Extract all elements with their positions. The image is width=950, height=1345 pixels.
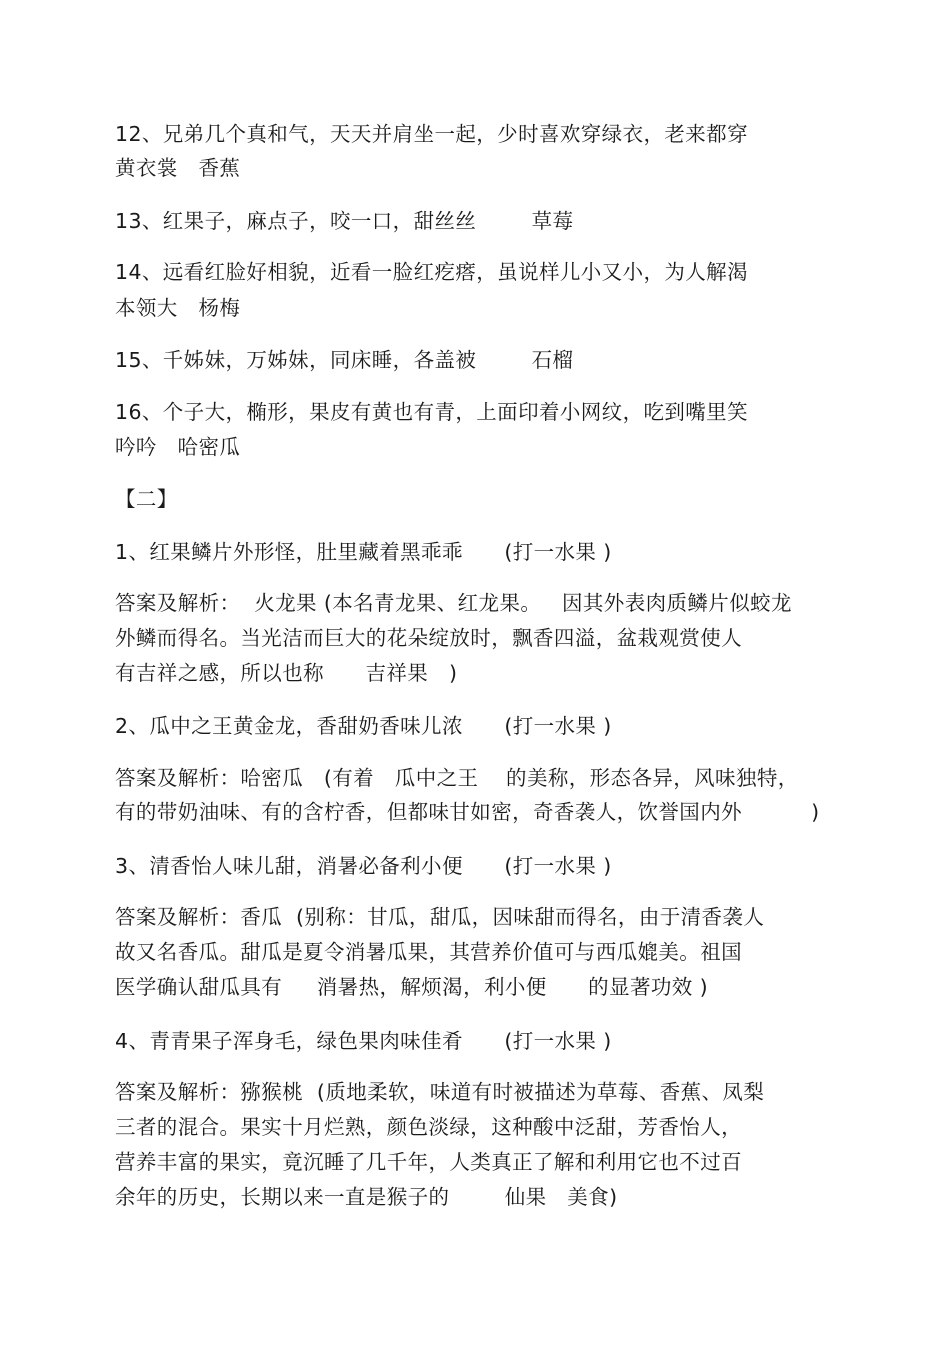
riddle-14-line-2: 本领大 杨梅 bbox=[115, 296, 241, 320]
section-heading: 【二】 bbox=[115, 487, 178, 511]
riddle-2-4-answer-line-2: 三者的混合。果实十月烂熟，颜色淡绿，这种酸中泛甜，芳香怡人， bbox=[115, 1115, 742, 1139]
riddle-13: 13、红果子，麻点子，咬一口，甜丝丝 草莓 bbox=[115, 209, 574, 233]
riddle-2-1-answer-line-3: 有吉祥之感，所以也称 吉祥果 ) bbox=[115, 661, 458, 685]
riddle-2-3-answer-line-2: 故又名香瓜。甜瓜是夏令消暑瓜果，其营养价值可与西瓜媲美。祖国 bbox=[115, 940, 742, 964]
riddle-2-2-answer-line-2: 有的带奶油味、有的含柠香，但都味甘如密，奇香袭人，饮誉国内外 ) bbox=[115, 800, 820, 824]
riddle-2-2-question: 2、瓜中之王黄金龙，香甜奶香味儿浓 (打一水果 ) bbox=[115, 714, 612, 738]
riddle-2-3-answer-line-1: 答案及解析：香瓜 (别称：甘瓜，甜瓜，因味甜而得名，由于清香袭人 bbox=[115, 905, 765, 929]
riddle-2-1-question: 1、红果鳞片外形怪，肚里藏着黑乖乖 (打一水果 ) bbox=[115, 540, 612, 564]
riddle-14-line-1: 14、远看红脸好相貌，近看一脸红疙瘩，虽说样儿小又小，为人解渴 bbox=[115, 260, 748, 284]
riddle-2-4-question: 4、青青果子浑身毛，绿色果肉味佳肴 (打一水果 ) bbox=[115, 1029, 612, 1053]
riddle-2-4-answer-line-1: 答案及解析：猕猴桃 (质地柔软，味道有时被描述为草莓、香蕉、凤梨 bbox=[115, 1080, 765, 1104]
riddle-12-line-1: 12、兄弟几个真和气，天天并肩坐一起，少时喜欢穿绿衣，老来都穿 bbox=[115, 122, 748, 146]
riddle-2-3-answer-line-3: 医学确认甜瓜具有 消暑热，解烦渴，利小便 的显著功效 ) bbox=[115, 975, 708, 999]
riddle-15: 15、千姊妹，万姊妹，同床睡，各盖被 石榴 bbox=[115, 348, 574, 372]
riddle-2-1-answer-line-2: 外鳞而得名。当光洁而巨大的花朵绽放时，飘香四溢，盆栽观赏使人 bbox=[115, 626, 742, 650]
riddle-16-line-1: 16、个子大，椭形，果皮有黄也有青，上面印着小网纹，吃到嘴里笑 bbox=[115, 400, 748, 424]
riddle-2-3-question: 3、清香怡人味儿甜，消暑必备利小便 (打一水果 ) bbox=[115, 854, 612, 878]
riddle-2-1-answer-line-1: 答案及解析： 火龙果 (本名青龙果、红龙果。 因其外表肉质鳞片似蛟龙 bbox=[115, 591, 792, 615]
riddle-16-line-2: 吟吟 哈密瓜 bbox=[115, 435, 241, 459]
riddle-2-4-answer-line-3: 营养丰富的果实，竟沉睡了几千年，人类真正了解和利用它也不过百 bbox=[115, 1150, 742, 1174]
riddle-12-line-2: 黄衣裳 香蕉 bbox=[115, 156, 241, 180]
riddle-2-4-answer-line-4: 余年的历史，长期以来一直是猴子的 仙果 美食) bbox=[115, 1185, 618, 1209]
riddle-2-2-answer-line-1: 答案及解析：哈密瓜 (有着 瓜中之王 的美称，形态各异，风味独特， bbox=[115, 766, 799, 790]
